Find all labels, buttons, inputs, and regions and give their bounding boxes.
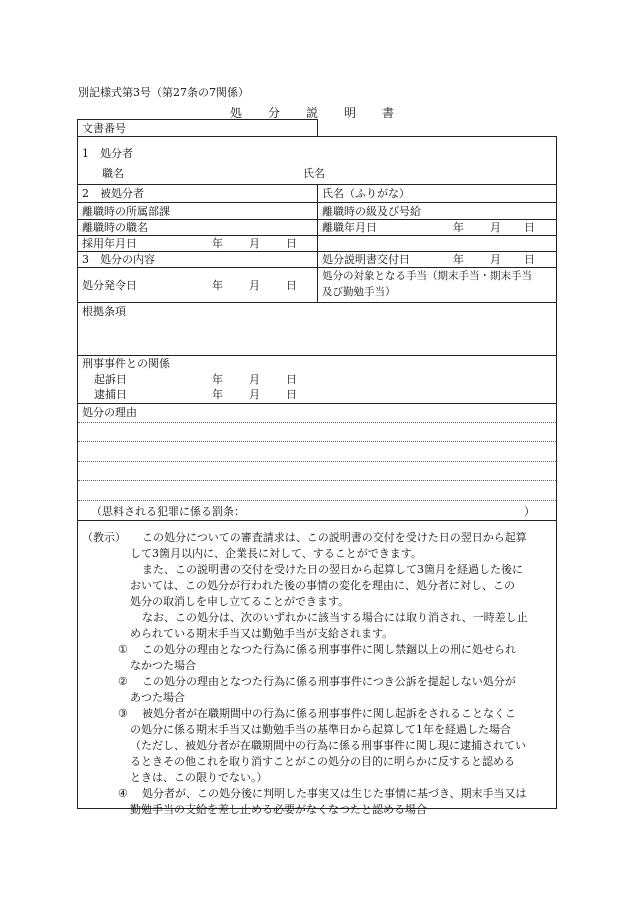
penalty-label: （思料される犯罪に係る罰条： xyxy=(91,505,245,518)
reason-writing-line xyxy=(78,422,556,423)
issue-day-unit: 日 xyxy=(286,279,297,292)
reason-writing-line xyxy=(78,480,556,481)
sec2-hire-date-label: 採用年月日 xyxy=(82,237,137,250)
arrest-month-unit: 月 xyxy=(249,388,260,401)
sec2-leave-date-label: 離職年月日 xyxy=(322,221,377,234)
notice-text: あつた場合 xyxy=(130,691,185,704)
docnum-top-line xyxy=(77,119,317,120)
notice-text: この処分についての審査請求は、この説明書の交付を受けた日の翌日から起算 xyxy=(142,531,527,544)
arrest-date-label: 逮捕日 xyxy=(94,388,127,401)
indict-day-unit: 日 xyxy=(286,373,297,386)
arrest-year-unit: 年 xyxy=(212,388,223,401)
sec2-name-kana-label: 氏名（ふりがな） xyxy=(322,187,410,200)
sec1-heading: 1 処分者 xyxy=(82,147,133,160)
title-char: 分 xyxy=(268,106,281,120)
frame-left xyxy=(77,119,78,808)
explain-year-unit: 年 xyxy=(453,253,464,266)
arrest-day-unit: 日 xyxy=(286,388,297,401)
reason-writing-line xyxy=(78,441,556,442)
explain-day-unit: 日 xyxy=(524,253,535,266)
sec2-position-label: 離職時の職名 xyxy=(82,221,148,234)
criminal-heading: 刑事事件との関係 xyxy=(82,357,170,370)
sec1-name-label: 氏名 xyxy=(303,167,325,180)
notice-text: なお、この処分は、次のいずれかに該当する場合には取り消され、一時差し止 xyxy=(142,611,528,624)
notice-text: 被処分者が在職期間中の行為に係る刑事事件に関し起訴をされることなくこ xyxy=(142,707,516,720)
title-char: 明 xyxy=(344,106,357,120)
rule xyxy=(77,403,557,404)
notice-text: おいては、この処分が行われた後の事情の変化を理由に、処分者に対し、この xyxy=(130,579,515,592)
notice-text: この処分の理由となつた行為に係る刑事事件に関し禁錮以上の刑に処せられ xyxy=(142,643,516,656)
indict-year-unit: 年 xyxy=(212,373,223,386)
notice-text: 処分の取消しを申し立てることができます。 xyxy=(130,595,350,608)
rule xyxy=(77,520,557,521)
sec3-target-line2: 及び勤勉手当） xyxy=(322,286,396,298)
item-number: ④ xyxy=(118,787,128,800)
sec3-target-line1: 処分の対象となる手当（期末手当・期末手当 xyxy=(322,270,532,282)
sec1-position-label: 職名 xyxy=(102,167,124,180)
leave-month-unit: 月 xyxy=(490,221,501,234)
sec3-explain-date-label: 処分説明書交付日 xyxy=(322,253,410,266)
sec2-grade-label: 離職時の級及び号給 xyxy=(322,205,421,218)
reason-label: 処分の理由 xyxy=(82,406,137,419)
frame-right xyxy=(556,136,557,808)
hire-month-unit: 月 xyxy=(249,237,260,250)
notice-text: るときその他これを取り消すことがこの処分の目的に明らかに反すると認める xyxy=(130,755,515,768)
notice-text: 勤勉手当の支給を差し止める必要がなくなつたと認める場合 xyxy=(130,803,427,816)
hire-year-unit: 年 xyxy=(212,237,223,250)
sec3-issue-date-label: 処分発令日 xyxy=(82,279,137,292)
sec3-heading: 3 処分の内容 xyxy=(82,253,155,266)
notice-text: められている期末手当又は勤勉手当が支給されます。 xyxy=(130,627,394,640)
penalty-close: ） xyxy=(524,505,535,518)
notice-text: の処分に係る期末手当又は勤勉手当の基準日から起算して1年を経過した場合 xyxy=(130,723,511,736)
issue-month-unit: 月 xyxy=(249,279,260,292)
sec2-heading: 2 被処分者 xyxy=(82,187,144,200)
rule xyxy=(77,302,557,303)
notice-text: この処分の理由となつた行為に係る刑事事件につき公訴を提起しない処分が xyxy=(142,675,516,688)
item-number: ③ xyxy=(118,707,128,720)
indict-month-unit: 月 xyxy=(249,373,260,386)
item-number: ① xyxy=(118,643,128,656)
reason-writing-line xyxy=(78,461,556,462)
hire-day-unit: 日 xyxy=(286,237,297,250)
notice-label: （教示） xyxy=(82,531,126,544)
title-char: 書 xyxy=(382,106,395,120)
notice-text: ときは、この限りでない。） xyxy=(130,771,268,784)
notice-text: して3箇月以内に、企業長に対して、することができます。 xyxy=(130,547,422,560)
docnum-right-line xyxy=(317,119,318,136)
title-char: 説 xyxy=(306,106,319,120)
basis-label: 根拠条項 xyxy=(82,305,126,318)
leave-year-unit: 年 xyxy=(453,221,464,234)
doc-number-label: 文書番号 xyxy=(82,122,126,135)
leave-day-unit: 日 xyxy=(524,221,535,234)
rule xyxy=(77,136,557,137)
notice-text: なかつた場合 xyxy=(130,659,196,672)
issue-year-unit: 年 xyxy=(212,279,223,292)
notice-text: また、この説明書の交付を受けた日の翌日から起算して3箇月を経過した後に xyxy=(142,563,523,576)
notice-text: （ただし、被処分者が在職期間中の行為に係る刑事事件に関し現に逮捕されてい xyxy=(130,739,526,752)
sec2-dept-label: 離職時の所属部課 xyxy=(82,205,170,218)
notice-text: 処分者が、この処分後に判明した事実又は生じた事情に基づき、期末手当又は xyxy=(142,787,527,800)
form-reference: 別記様式第3号（第27条の7関係） xyxy=(78,86,249,99)
item-number: ② xyxy=(118,675,128,688)
explain-month-unit: 月 xyxy=(490,253,501,266)
column-divider xyxy=(317,184,318,302)
reason-writing-line xyxy=(78,500,556,501)
rule xyxy=(77,355,557,356)
title-char: 処 xyxy=(230,106,243,120)
indict-date-label: 起訴日 xyxy=(94,373,127,386)
